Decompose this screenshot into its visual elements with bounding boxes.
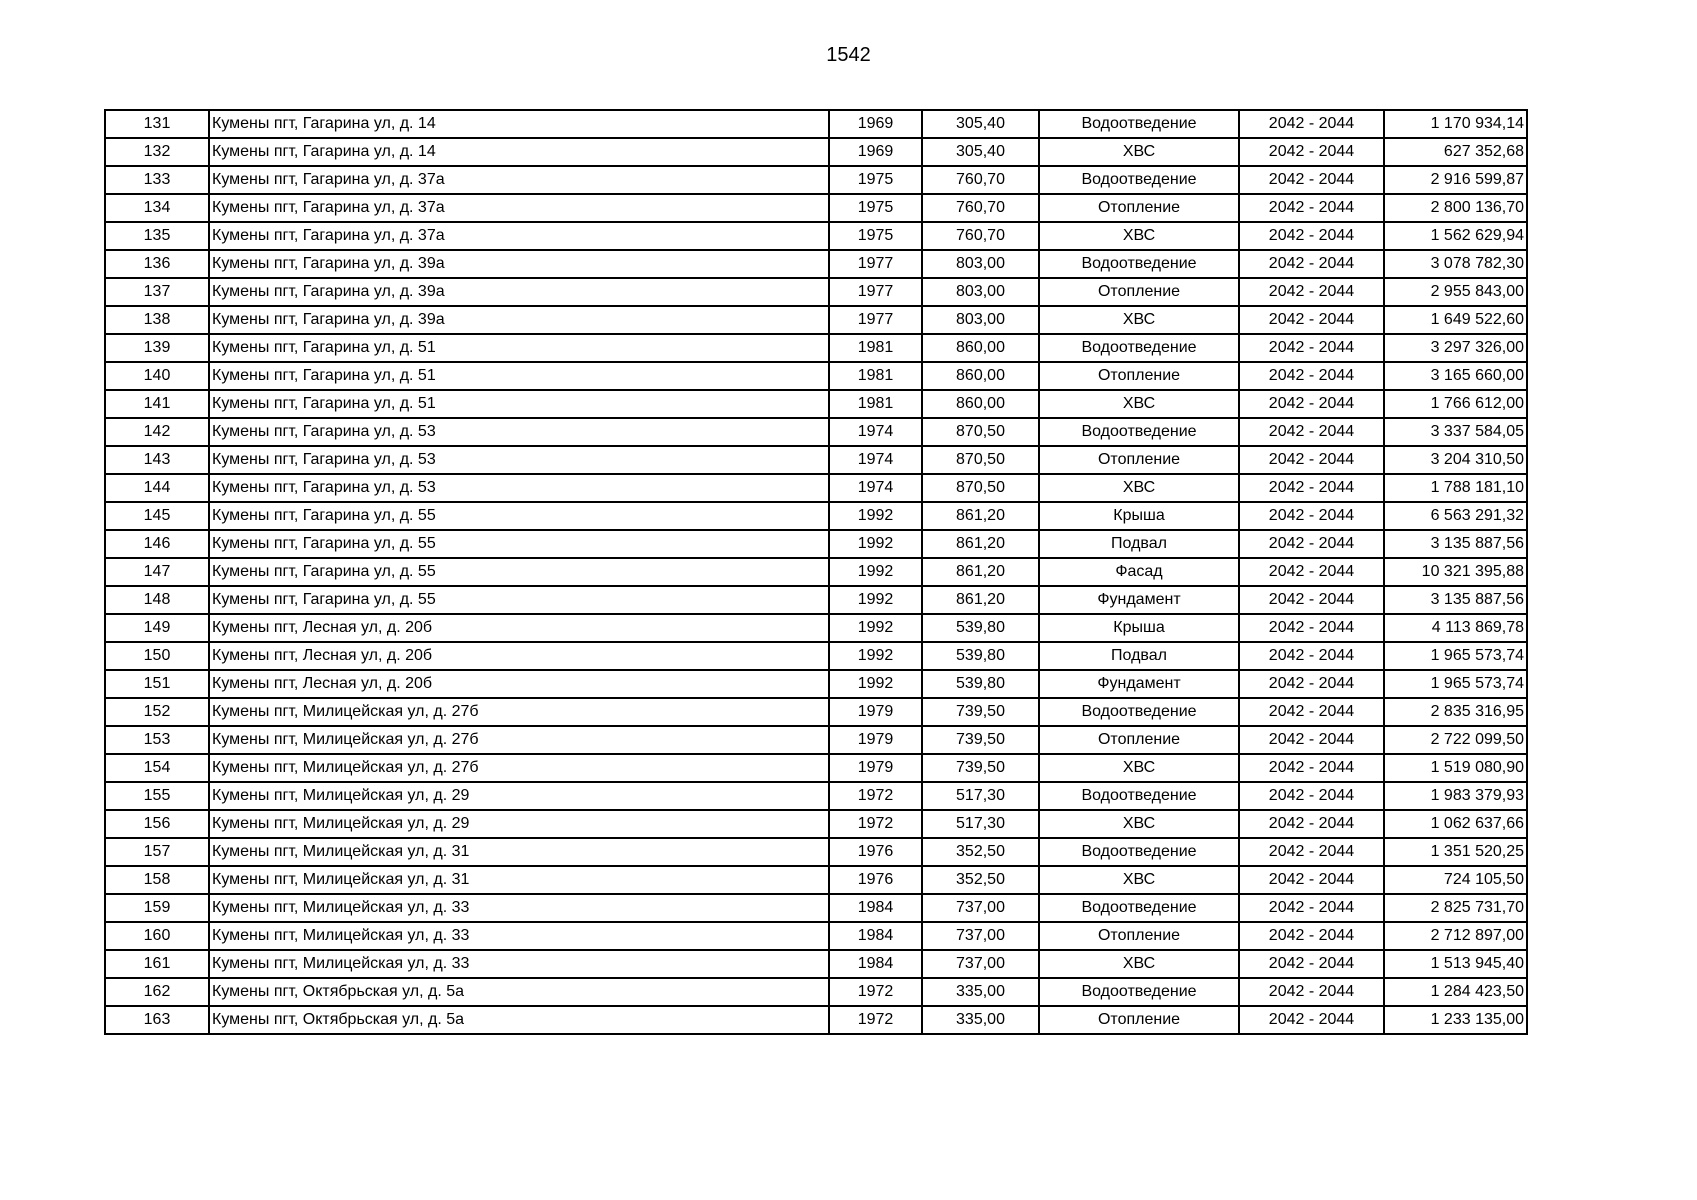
area-cell: 737,00 — [922, 922, 1039, 950]
table-row — [105, 782, 1527, 810]
work-type-cell: Отопление — [1039, 726, 1239, 754]
address-cell: Кумены пгт, Гагарина ул, д. 14 — [209, 138, 829, 166]
year-built-cell: 1972 — [829, 810, 922, 838]
table-row — [105, 866, 1527, 894]
address-cell: Кумены пгт, Лесная ул, д. 20б — [209, 614, 829, 642]
work-type-cell: ХВС — [1039, 138, 1239, 166]
cost-cell: 1 351 520,25 — [1384, 838, 1527, 866]
period-cell: 2042 - 2044 — [1239, 642, 1384, 670]
period-cell: 2042 - 2044 — [1239, 334, 1384, 362]
work-type-cell: Фундамент — [1039, 670, 1239, 698]
period-cell: 2042 - 2044 — [1239, 670, 1384, 698]
period-cell: 2042 - 2044 — [1239, 194, 1384, 222]
year-built-cell: 1969 — [829, 110, 922, 138]
year-built-cell: 1977 — [829, 278, 922, 306]
area-cell: 739,50 — [922, 754, 1039, 782]
period-cell: 2042 - 2044 — [1239, 810, 1384, 838]
address-cell: Кумены пгт, Гагарина ул, д. 55 — [209, 502, 829, 530]
table-row — [105, 894, 1527, 922]
address-cell: Кумены пгт, Милицейская ул, д. 29 — [209, 810, 829, 838]
table-row — [105, 222, 1527, 250]
area-cell: 861,20 — [922, 530, 1039, 558]
row-number-cell: 133 — [105, 166, 209, 194]
address-cell: Кумены пгт, Лесная ул, д. 20б — [209, 642, 829, 670]
table-row — [105, 978, 1527, 1006]
period-cell: 2042 - 2044 — [1239, 754, 1384, 782]
cost-cell: 1 649 522,60 — [1384, 306, 1527, 334]
year-built-cell: 1981 — [829, 334, 922, 362]
work-type-cell: Отопление — [1039, 362, 1239, 390]
address-cell: Кумены пгт, Гагарина ул, д. 37а — [209, 194, 829, 222]
row-number-cell: 147 — [105, 558, 209, 586]
address-cell: Кумены пгт, Милицейская ул, д. 31 — [209, 838, 829, 866]
work-type-cell: Подвал — [1039, 642, 1239, 670]
area-cell: 335,00 — [922, 978, 1039, 1006]
year-built-cell: 1992 — [829, 614, 922, 642]
table-body — [105, 110, 1527, 1034]
row-number-cell: 161 — [105, 950, 209, 978]
table-row — [105, 614, 1527, 642]
work-type-cell: Водоотведение — [1039, 418, 1239, 446]
area-cell: 539,80 — [922, 642, 1039, 670]
row-number-cell: 131 — [105, 110, 209, 138]
work-type-cell: Водоотведение — [1039, 782, 1239, 810]
address-cell: Кумены пгт, Милицейская ул, д. 31 — [209, 866, 829, 894]
work-type-cell: Крыша — [1039, 614, 1239, 642]
cost-cell: 3 135 887,56 — [1384, 586, 1527, 614]
address-cell: Кумены пгт, Гагарина ул, д. 39а — [209, 278, 829, 306]
cost-cell: 1 284 423,50 — [1384, 978, 1527, 1006]
address-cell: Кумены пгт, Гагарина ул, д. 39а — [209, 306, 829, 334]
table-row — [105, 838, 1527, 866]
period-cell: 2042 - 2044 — [1239, 446, 1384, 474]
table-row — [105, 642, 1527, 670]
area-cell: 539,80 — [922, 614, 1039, 642]
row-number-cell: 136 — [105, 250, 209, 278]
address-cell: Кумены пгт, Гагарина ул, д. 51 — [209, 362, 829, 390]
year-built-cell: 1972 — [829, 978, 922, 1006]
area-cell: 737,00 — [922, 894, 1039, 922]
row-number-cell: 150 — [105, 642, 209, 670]
area-cell: 861,20 — [922, 502, 1039, 530]
row-number-cell: 149 — [105, 614, 209, 642]
row-number-cell: 160 — [105, 922, 209, 950]
table-row — [105, 586, 1527, 614]
row-number-cell: 148 — [105, 586, 209, 614]
year-built-cell: 1974 — [829, 418, 922, 446]
work-type-cell: Крыша — [1039, 502, 1239, 530]
row-number-cell: 159 — [105, 894, 209, 922]
work-type-cell: Водоотведение — [1039, 110, 1239, 138]
period-cell: 2042 - 2044 — [1239, 558, 1384, 586]
address-cell: Кумены пгт, Милицейская ул, д. 27б — [209, 726, 829, 754]
work-type-cell: ХВС — [1039, 866, 1239, 894]
row-number-cell: 140 — [105, 362, 209, 390]
row-number-cell: 156 — [105, 810, 209, 838]
row-number-cell: 145 — [105, 502, 209, 530]
cost-cell: 1 983 379,93 — [1384, 782, 1527, 810]
row-number-cell: 163 — [105, 1006, 209, 1034]
period-cell: 2042 - 2044 — [1239, 530, 1384, 558]
table-row — [105, 390, 1527, 418]
cost-cell: 1 562 629,94 — [1384, 222, 1527, 250]
area-cell: 737,00 — [922, 950, 1039, 978]
address-cell: Кумены пгт, Милицейская ул, д. 33 — [209, 894, 829, 922]
year-built-cell: 1984 — [829, 894, 922, 922]
cost-cell: 10 321 395,88 — [1384, 558, 1527, 586]
cost-cell: 2 835 316,95 — [1384, 698, 1527, 726]
period-cell: 2042 - 2044 — [1239, 110, 1384, 138]
table-row — [105, 1006, 1527, 1034]
area-cell: 870,50 — [922, 446, 1039, 474]
row-number-cell: 157 — [105, 838, 209, 866]
address-cell: Кумены пгт, Гагарина ул, д. 55 — [209, 558, 829, 586]
year-built-cell: 1975 — [829, 222, 922, 250]
row-number-cell: 132 — [105, 138, 209, 166]
table-row — [105, 362, 1527, 390]
work-type-cell: Фасад — [1039, 558, 1239, 586]
table-row — [105, 418, 1527, 446]
table-row — [105, 698, 1527, 726]
work-type-cell: ХВС — [1039, 474, 1239, 502]
year-built-cell: 1975 — [829, 194, 922, 222]
year-built-cell: 1974 — [829, 474, 922, 502]
table-row — [105, 138, 1527, 166]
cost-cell: 2 712 897,00 — [1384, 922, 1527, 950]
period-cell: 2042 - 2044 — [1239, 390, 1384, 418]
cost-cell: 1 170 934,14 — [1384, 110, 1527, 138]
table-row — [105, 334, 1527, 362]
work-type-cell: Водоотведение — [1039, 978, 1239, 1006]
year-built-cell: 1981 — [829, 362, 922, 390]
cost-cell: 2 916 599,87 — [1384, 166, 1527, 194]
work-type-cell: Отопление — [1039, 1006, 1239, 1034]
row-number-cell: 139 — [105, 334, 209, 362]
period-cell: 2042 - 2044 — [1239, 978, 1384, 1006]
area-cell: 305,40 — [922, 110, 1039, 138]
cost-cell: 1 513 945,40 — [1384, 950, 1527, 978]
table-row — [105, 474, 1527, 502]
table-row — [105, 194, 1527, 222]
period-cell: 2042 - 2044 — [1239, 950, 1384, 978]
period-cell: 2042 - 2044 — [1239, 782, 1384, 810]
address-cell: Кумены пгт, Милицейская ул, д. 27б — [209, 698, 829, 726]
table-row — [105, 810, 1527, 838]
period-cell: 2042 - 2044 — [1239, 418, 1384, 446]
cost-cell: 1 062 637,66 — [1384, 810, 1527, 838]
area-cell: 861,20 — [922, 586, 1039, 614]
work-type-cell: Водоотведение — [1039, 894, 1239, 922]
area-cell: 760,70 — [922, 194, 1039, 222]
row-number-cell: 138 — [105, 306, 209, 334]
work-type-cell: ХВС — [1039, 950, 1239, 978]
cost-cell: 1 519 080,90 — [1384, 754, 1527, 782]
address-cell: Кумены пгт, Гагарина ул, д. 37а — [209, 166, 829, 194]
cost-cell: 1 766 612,00 — [1384, 390, 1527, 418]
cost-cell: 4 113 869,78 — [1384, 614, 1527, 642]
row-number-cell: 158 — [105, 866, 209, 894]
work-type-cell: Отопление — [1039, 278, 1239, 306]
area-cell: 860,00 — [922, 362, 1039, 390]
address-cell: Кумены пгт, Гагарина ул, д. 55 — [209, 586, 829, 614]
period-cell: 2042 - 2044 — [1239, 362, 1384, 390]
period-cell: 2042 - 2044 — [1239, 502, 1384, 530]
table-row — [105, 754, 1527, 782]
year-built-cell: 1976 — [829, 866, 922, 894]
row-number-cell: 153 — [105, 726, 209, 754]
area-cell: 739,50 — [922, 698, 1039, 726]
address-cell: Кумены пгт, Гагарина ул, д. 53 — [209, 446, 829, 474]
area-cell: 517,30 — [922, 782, 1039, 810]
cost-cell: 3 297 326,00 — [1384, 334, 1527, 362]
cost-cell: 3 078 782,30 — [1384, 250, 1527, 278]
row-number-cell: 154 — [105, 754, 209, 782]
row-number-cell: 162 — [105, 978, 209, 1006]
area-cell: 335,00 — [922, 1006, 1039, 1034]
year-built-cell: 1992 — [829, 558, 922, 586]
table-row — [105, 306, 1527, 334]
area-cell: 760,70 — [922, 222, 1039, 250]
period-cell: 2042 - 2044 — [1239, 166, 1384, 194]
cost-cell: 3 337 584,05 — [1384, 418, 1527, 446]
period-cell: 2042 - 2044 — [1239, 278, 1384, 306]
year-built-cell: 1975 — [829, 166, 922, 194]
address-cell: Кумены пгт, Милицейская ул, д. 33 — [209, 922, 829, 950]
address-cell: Кумены пгт, Октябрьская ул, д. 5а — [209, 978, 829, 1006]
cost-cell: 1 965 573,74 — [1384, 642, 1527, 670]
period-cell: 2042 - 2044 — [1239, 698, 1384, 726]
cost-cell: 3 165 660,00 — [1384, 362, 1527, 390]
year-built-cell: 1992 — [829, 586, 922, 614]
year-built-cell: 1992 — [829, 670, 922, 698]
area-cell: 803,00 — [922, 306, 1039, 334]
table-row — [105, 166, 1527, 194]
period-cell: 2042 - 2044 — [1239, 726, 1384, 754]
row-number-cell: 142 — [105, 418, 209, 446]
period-cell: 2042 - 2044 — [1239, 306, 1384, 334]
period-cell: 2042 - 2044 — [1239, 138, 1384, 166]
year-built-cell: 1984 — [829, 922, 922, 950]
page-number: 1542 — [826, 44, 871, 66]
year-built-cell: 1974 — [829, 446, 922, 474]
table-row — [105, 950, 1527, 978]
area-cell: 760,70 — [922, 166, 1039, 194]
row-number-cell: 141 — [105, 390, 209, 418]
year-built-cell: 1972 — [829, 1006, 922, 1034]
period-cell: 2042 - 2044 — [1239, 250, 1384, 278]
work-type-cell: Отопление — [1039, 446, 1239, 474]
area-cell: 305,40 — [922, 138, 1039, 166]
address-cell: Кумены пгт, Милицейская ул, д. 29 — [209, 782, 829, 810]
period-cell: 2042 - 2044 — [1239, 922, 1384, 950]
cost-cell: 3 204 310,50 — [1384, 446, 1527, 474]
period-cell: 2042 - 2044 — [1239, 586, 1384, 614]
period-cell: 2042 - 2044 — [1239, 614, 1384, 642]
area-cell: 870,50 — [922, 418, 1039, 446]
address-cell: Кумены пгт, Милицейская ул, д. 33 — [209, 950, 829, 978]
table-row — [105, 726, 1527, 754]
area-cell: 739,50 — [922, 726, 1039, 754]
year-built-cell: 1979 — [829, 754, 922, 782]
address-cell: Кумены пгт, Октябрьская ул, д. 5а — [209, 1006, 829, 1034]
address-cell: Кумены пгт, Гагарина ул, д. 55 — [209, 530, 829, 558]
period-cell: 2042 - 2044 — [1239, 1006, 1384, 1034]
row-number-cell: 134 — [105, 194, 209, 222]
table-row — [105, 922, 1527, 950]
year-built-cell: 1972 — [829, 782, 922, 810]
address-cell: Кумены пгт, Гагарина ул, д. 51 — [209, 334, 829, 362]
work-type-cell: ХВС — [1039, 810, 1239, 838]
table-row — [105, 446, 1527, 474]
table-row — [105, 250, 1527, 278]
address-cell: Кумены пгт, Гагарина ул, д. 37а — [209, 222, 829, 250]
row-number-cell: 144 — [105, 474, 209, 502]
address-cell: Кумены пгт, Милицейская ул, д. 27б — [209, 754, 829, 782]
area-cell: 803,00 — [922, 278, 1039, 306]
year-built-cell: 1992 — [829, 642, 922, 670]
cost-cell: 2 800 136,70 — [1384, 194, 1527, 222]
cost-cell: 1 233 135,00 — [1384, 1006, 1527, 1034]
period-cell: 2042 - 2044 — [1239, 222, 1384, 250]
cost-cell: 2 955 843,00 — [1384, 278, 1527, 306]
address-cell: Кумены пгт, Гагарина ул, д. 53 — [209, 474, 829, 502]
area-cell: 861,20 — [922, 558, 1039, 586]
cost-cell: 2 722 099,50 — [1384, 726, 1527, 754]
year-built-cell: 1981 — [829, 390, 922, 418]
table-row — [105, 502, 1527, 530]
work-type-cell: Водоотведение — [1039, 334, 1239, 362]
work-type-cell: Фундамент — [1039, 586, 1239, 614]
cost-cell: 1 788 181,10 — [1384, 474, 1527, 502]
address-cell: Кумены пгт, Гагарина ул, д. 14 — [209, 110, 829, 138]
year-built-cell: 1977 — [829, 306, 922, 334]
area-cell: 352,50 — [922, 838, 1039, 866]
period-cell: 2042 - 2044 — [1239, 838, 1384, 866]
row-number-cell: 143 — [105, 446, 209, 474]
cost-cell: 6 563 291,32 — [1384, 502, 1527, 530]
row-number-cell: 155 — [105, 782, 209, 810]
table-row — [105, 558, 1527, 586]
area-cell: 539,80 — [922, 670, 1039, 698]
area-cell: 352,50 — [922, 866, 1039, 894]
work-type-cell: ХВС — [1039, 754, 1239, 782]
period-cell: 2042 - 2044 — [1239, 894, 1384, 922]
area-cell: 517,30 — [922, 810, 1039, 838]
work-type-cell: Водоотведение — [1039, 838, 1239, 866]
table-row — [105, 530, 1527, 558]
address-cell: Кумены пгт, Гагарина ул, д. 51 — [209, 390, 829, 418]
area-cell: 860,00 — [922, 390, 1039, 418]
work-type-cell: Отопление — [1039, 194, 1239, 222]
year-built-cell: 1977 — [829, 250, 922, 278]
work-type-cell: Подвал — [1039, 530, 1239, 558]
table-row — [105, 110, 1527, 138]
year-built-cell: 1984 — [829, 950, 922, 978]
cost-cell: 1 965 573,74 — [1384, 670, 1527, 698]
address-cell: Кумены пгт, Гагарина ул, д. 53 — [209, 418, 829, 446]
row-number-cell: 146 — [105, 530, 209, 558]
address-cell: Кумены пгт, Лесная ул, д. 20б — [209, 670, 829, 698]
period-cell: 2042 - 2044 — [1239, 474, 1384, 502]
work-type-cell: Отопление — [1039, 922, 1239, 950]
work-type-cell: Водоотведение — [1039, 698, 1239, 726]
row-number-cell: 135 — [105, 222, 209, 250]
year-built-cell: 1992 — [829, 502, 922, 530]
year-built-cell: 1979 — [829, 698, 922, 726]
period-cell: 2042 - 2044 — [1239, 866, 1384, 894]
address-cell: Кумены пгт, Гагарина ул, д. 39а — [209, 250, 829, 278]
work-type-cell: Водоотведение — [1039, 166, 1239, 194]
work-type-cell: ХВС — [1039, 306, 1239, 334]
table-row — [105, 670, 1527, 698]
area-cell: 860,00 — [922, 334, 1039, 362]
year-built-cell: 1969 — [829, 138, 922, 166]
area-cell: 803,00 — [922, 250, 1039, 278]
row-number-cell: 137 — [105, 278, 209, 306]
repair-schedule-table — [104, 109, 1528, 1035]
work-type-cell: ХВС — [1039, 390, 1239, 418]
table-row — [105, 278, 1527, 306]
cost-cell: 3 135 887,56 — [1384, 530, 1527, 558]
year-built-cell: 1992 — [829, 530, 922, 558]
area-cell: 870,50 — [922, 474, 1039, 502]
cost-cell: 2 825 731,70 — [1384, 894, 1527, 922]
row-number-cell: 152 — [105, 698, 209, 726]
year-built-cell: 1976 — [829, 838, 922, 866]
work-type-cell: Водоотведение — [1039, 250, 1239, 278]
cost-cell: 627 352,68 — [1384, 138, 1527, 166]
cost-cell: 724 105,50 — [1384, 866, 1527, 894]
work-type-cell: ХВС — [1039, 222, 1239, 250]
year-built-cell: 1979 — [829, 726, 922, 754]
row-number-cell: 151 — [105, 670, 209, 698]
